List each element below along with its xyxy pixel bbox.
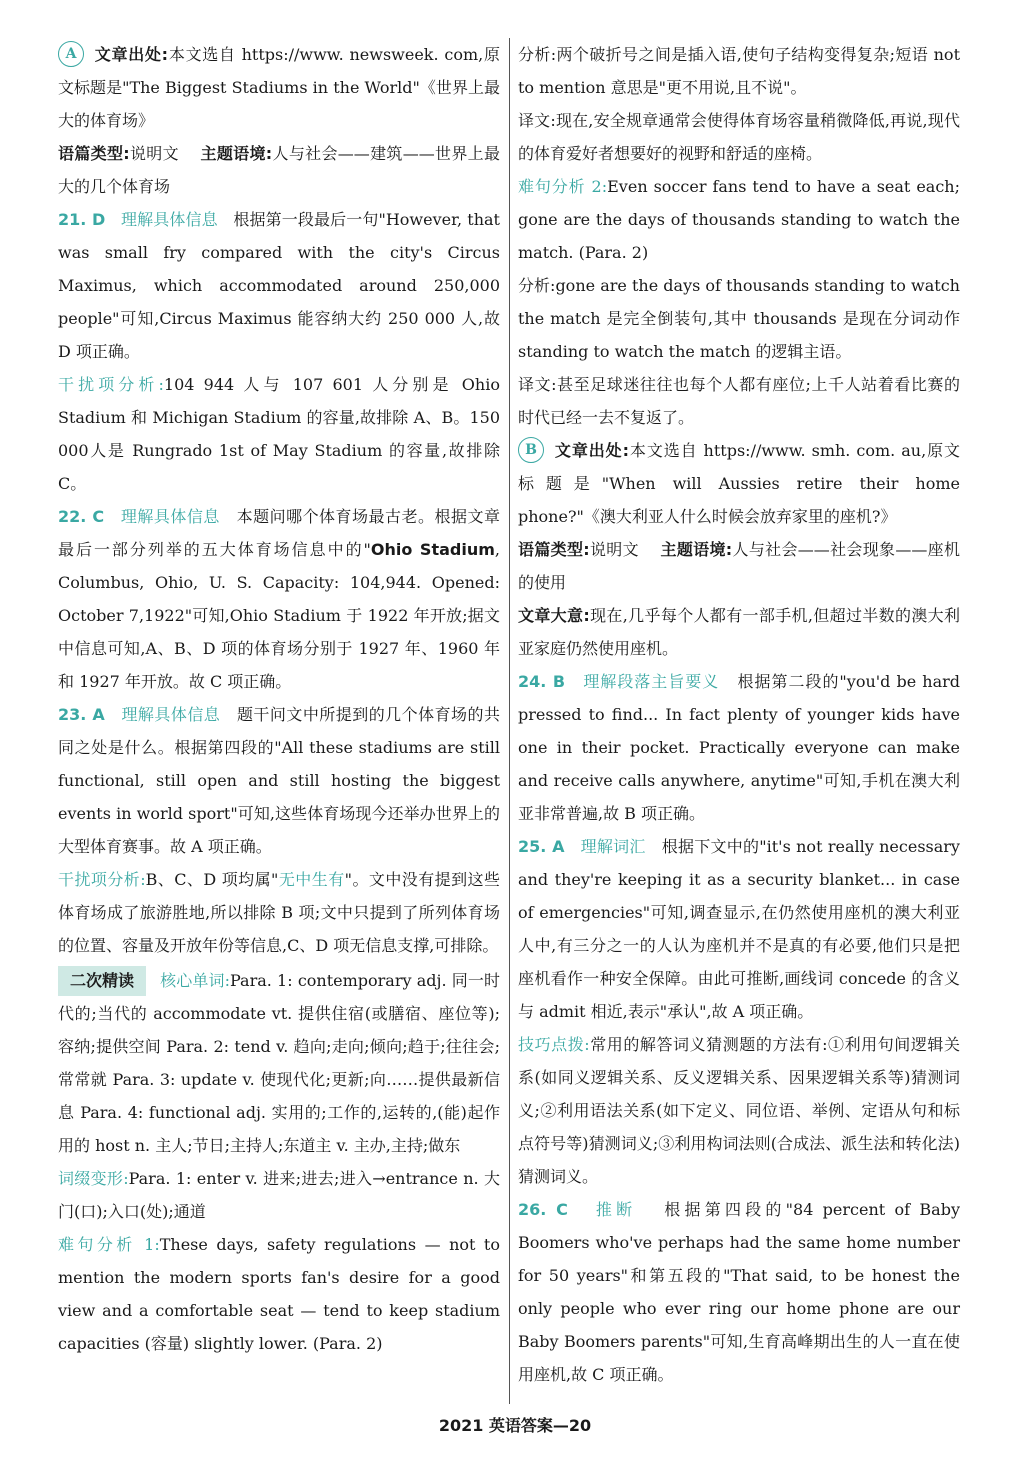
distractor-text: B、C、D 项均属": [145, 870, 279, 889]
question-tag: 推断: [595, 1200, 637, 1219]
distractor-text: 104 944 人与 107 601 人分别是 Ohio Stadium 和 Michigan Stadium 的容量,故排除 A、B。150 000人是 Rungrado 1st of May Stadium 的容量,故排除 C。: [58, 375, 500, 493]
passage-a-badge: A: [58, 41, 84, 67]
distractor-21: [58, 368, 500, 500]
passage-b-type: [518, 533, 960, 599]
question-number: 21. D: [58, 210, 106, 229]
answer-text: 根据第四段的"84 percent of Baby Boomers who've perhaps had the same home number for 50 years"和第五段的"That said, to be honest the only people who ever ring our home phone are our Baby Boomers parents"可知,生育高峰期出生的人一直在使用座机,故 C 项正确。: [518, 1200, 960, 1384]
type-label: 语篇类型:: [58, 144, 130, 163]
question-tag: 理解具体信息: [120, 210, 218, 229]
column-divider: [509, 38, 510, 1404]
answer-text: 根据第一段最后一句"However, that was small fry compared with the city's Circus Maximus, which accommodated around 250,000 people"可知,Circus Maximus 能容纳大约 250 000 人,故 D 项正确。: [58, 210, 500, 361]
affix-label: 词缀变形:: [58, 1169, 129, 1188]
question-tag: 理解具体信息: [121, 705, 221, 724]
hard2-analysis: 分析:gone are the days of thousands standing to watch the match 是完全倒装句,其中 thousands 是现在分词动作 standing to watch the match 的逻辑主语。: [518, 276, 960, 361]
distractor-highlight: 无中生有: [278, 870, 345, 889]
hard1-translation: 译文:现在,安全规章通常会使得体育场容量稍微降低,再说,现代的体育爱好者想要好的视野和舒适的座椅。: [518, 111, 960, 163]
tip-text: 常用的解答词义猜测题的方法有:①利用句间逻辑关系(如同义逻辑关系、反义逻辑关系、因果逻辑关系等)猜测词义;②利用语法关系(如下定义、同位语、举例、定语从句和标点符号等)猜测词义;③利用构词法则(合成法、派生法和转化法)猜测词义。: [518, 1035, 960, 1186]
hard-sentence-label: 难句分析 1:: [58, 1235, 160, 1254]
answer-22: [58, 500, 500, 698]
passage-b-source: [518, 434, 960, 533]
hard-sentence-2: [518, 170, 960, 269]
stadium-name: Ohio Stadium: [370, 540, 495, 559]
reread-box: 二次精读: [58, 966, 146, 996]
source-text: 本文选自 https://www. newsweek. com,原文标题是"The Biggest Stadiums in the World"《世界上最大的体育场》: [58, 45, 500, 130]
answer-text: 根据下文中的"it's not really necessary and they're keeping it as a security blanket... in case of emergencies"可知,调查显示,在仍然使用座机的澳大利亚人中,有三分之一的人认为座机并不是真的有必要,他们只是把座机看作一种安全保障。由此可推断,画线词 concede 的含义与 admit 相近,表示"承认",故 A 项正确。: [518, 837, 960, 1021]
passage-b-summary: [518, 599, 960, 665]
answer-text: 题干问文中所提到的几个体育场的共同之处是什么。根据第四段的"All these stadiums are still functional, still open and still hosting the biggest events in world sport"可知,这些体育场现今还举办世界上的大型体育赛事。故 A 项正确。: [58, 705, 500, 856]
theme-label: 主题语境:: [660, 540, 733, 559]
answer-24: [518, 665, 960, 830]
distractor-label: 干扰项分析:: [58, 375, 164, 394]
answer-26: [518, 1193, 960, 1391]
hard-sentence-1: [58, 1228, 500, 1360]
left-column: [58, 38, 500, 1404]
answer-21: [58, 203, 500, 368]
hard-sentence-text: Even soccer fans tend to have a seat each; gone are the days of thousands standing to watch the match. (Para. 2): [518, 177, 960, 262]
summary-label: 文章大意:: [518, 606, 590, 625]
vocabulary: [58, 964, 500, 1162]
vocab-label: 核心单词:: [160, 971, 230, 990]
question-tag: 理解词汇: [580, 837, 646, 856]
passage-a-source: [58, 38, 500, 137]
hard-sentence-text: These days, safety regulations — not to mention the modern sports fan's desire for a good view and a comfortable seat — tend to keep stadium capacities (容量) slightly lower. (Para. 2): [58, 1235, 500, 1353]
answer-23: [58, 698, 500, 863]
source-label: 文章出处:: [94, 45, 169, 64]
hard-sentence-label: 难句分析 2:: [518, 177, 608, 196]
distractor-23: [58, 863, 500, 962]
answer-text: 本题问哪个体育场最古老。根据文章最后一部分列举的五大体育场信息中的": [58, 507, 500, 559]
question-tag: 理解段落主旨要义: [583, 672, 720, 691]
passage-a-type: [58, 137, 500, 203]
question-number: 23. A: [58, 705, 105, 724]
theme-value: 人与社会——建筑——世界上最大的几个体育场: [58, 144, 500, 196]
passage-b-badge: B: [518, 437, 544, 463]
right-column: [518, 38, 960, 1404]
distractor-label: 干扰项分析:: [58, 870, 146, 889]
hard1-analysis: 分析:两个破折号之间是插入语,使句子结构变得复杂;短语 not to mention 意思是"更不用说,且不说"。: [518, 45, 960, 97]
question-number: 24. B: [518, 672, 566, 691]
answer-text-cont: , Columbus, Ohio, U. S. Capacity: 104,944. Opened: October 7,1922"可知,Ohio Stadium 于 1922 年开放;据文中信息可知,A、B、D 项的体育场分别于 1927 年、1960 年和 1927 年开放。故 C 项正确。: [58, 540, 500, 691]
source-label: 文章出处:: [554, 441, 629, 460]
question-number: 25. A: [518, 837, 565, 856]
answer-25: [518, 830, 960, 1028]
type-label: 语篇类型:: [518, 540, 590, 559]
summary-text: 现在,几乎每个人都有一部手机,但超过半数的澳大利亚家庭仍然使用座机。: [518, 606, 960, 658]
affix: [58, 1162, 500, 1228]
type-value: 说明文: [129, 144, 179, 163]
theme-label: 主题语境:: [200, 144, 273, 163]
page-footer: 2021 英语答案—20: [438, 1416, 592, 1435]
vocab-text: Para. 1: contemporary adj. 同一时代的;当代的 accommodate vt. 提供住宿(或膳宿、座位等);容纳;提供空间 Para. 2: tend v. 趋向;走向;倾向;趋于;往往会;常常就 Para. 3: update v. 使现代化;更新;向……提供最新信息 Para. 4: functional adj. 实用的;工作的,运转的,(能)起作用的 host n. 主人;节日;主持人;东道主 v. 主办,主持;做东: [58, 971, 500, 1155]
answer-text: 根据第二段的"you'd be hard pressed to find... In fact plenty of younger kids have one in their pocket. Practically everyone can make and receive calls anywhere, anytime"可知,手机在澳大利亚非常普遍,故 B 项正确。: [518, 672, 961, 823]
tip-label: 技巧点拨:: [518, 1035, 590, 1054]
question-number: 26. C: [518, 1200, 568, 1219]
theme-value: 人与社会——社会现象——座机的使用: [518, 540, 960, 592]
source-text: 本文选自 https://www. smh. com. au,原文标题是"When will Aussies retire their home phone?"《澳大利亚人什么时候会放弃家里的座机?》: [518, 441, 961, 526]
hard2-translation: 译文:甚至足球迷往往也每个人都有座位;上千人站着看比赛的时代已经一去不复返了。: [518, 375, 960, 427]
type-value: 说明文: [589, 540, 639, 559]
affix-text: Para. 1: enter v. 进来;进去;进入→entrance n. 大门(口);入口(处);通道: [58, 1169, 500, 1221]
tip: [518, 1028, 960, 1193]
distractor-text-cont: "。文中没有提到这些体育场成了旅游胜地,所以排除 B 项;文中只提到了所列体育场的位置、容量及开放年份等信息,C、D 项无信息支撑,可排除。: [58, 870, 500, 955]
question-tag: 理解具体信息: [120, 507, 220, 526]
question-number: 22. C: [58, 507, 105, 526]
